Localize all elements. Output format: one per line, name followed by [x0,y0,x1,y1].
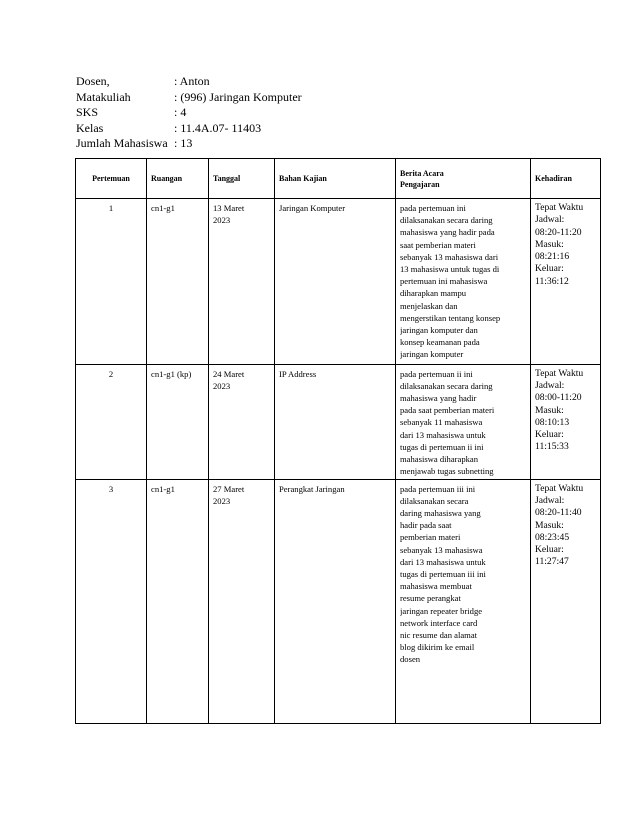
berita-line: jaringan komputer [400,349,464,360]
berita-line: mahasiswa yang hadir [400,393,477,404]
course-info [76,74,302,152]
info-value: : (996) Jaringan Komputer [174,89,302,104]
kehadiran-line: 08:21:16 [535,251,570,263]
header-berita-line-2: Pengajaran [400,179,440,189]
berita-line: dilaksanakan secara daring [400,215,493,226]
cell-pertemuan: 1 [76,199,147,365]
cell-ruangan: cn1-g1 (kp) [147,364,209,479]
header-berita-line-1: Berita Acara [400,168,444,178]
cell-kehadiran [531,479,601,723]
table-row [76,199,601,365]
info-label: Jumlah Mahasiswa [76,136,168,150]
berita-line: dilaksanakan secara [400,495,469,506]
info-value: : 11.4A.07- 11403 [174,120,262,135]
berita-line: resume perangkat [400,593,461,604]
table-header-row [76,159,601,199]
kehadiran-line: 11:36:12 [535,275,569,287]
cell-bahan-kajian: IP Address [275,364,396,479]
berita-line: diharapkan mampu [400,288,467,299]
info-row-jumlah [76,136,302,152]
kehadiran-line: Jadwal: [535,214,565,226]
berita-line: dari 13 mahasiswa untuk [400,429,486,440]
berita-line: pada pertemuan ini [400,203,466,213]
berita-line: menjawab tugas subnetting [400,466,494,476]
cell-tanggal [209,364,275,479]
info-value: : Anton [174,74,210,88]
berita-line: pada pertemuan ii ini [400,368,473,379]
berita-line: pemberian materi [400,532,461,543]
info-label: SKS [76,105,99,119]
berita-line: mengerstikan tentang konsep [400,312,501,323]
berita-line: dari 13 mahasiswa untuk [400,556,486,567]
berita-line: pada pertemuan iii ini [400,483,476,494]
cell-ruangan: cn1-g1 [147,479,209,723]
info-row-sks [76,105,302,121]
berita-line: mahasiswa diharapkan [400,454,479,465]
berita-line: jaringan komputer dan [400,325,478,336]
cell-berita-acara [396,199,531,365]
berita-line: daring mahasiswa yang [400,508,481,519]
berita-line: pertemuan ini mahasiswa [400,276,488,287]
tanggal-line: 2023 [213,215,231,226]
cell-bahan-kajian: Perangkat Jaringan [275,479,396,723]
header-ruangan: Ruangan [147,159,209,199]
berita-line: saat pemberian materi [400,239,476,250]
cell-ruangan: cn1-g1 [147,199,209,365]
berita-line: konsep keamanan pada [400,337,480,348]
tanggal-line: 2023 [213,380,231,391]
berita-line: dosen [400,654,421,665]
teaching-journal-table [75,158,601,724]
table-row [76,364,601,479]
cell-berita-acara [396,479,531,723]
berita-line: tugas di pertemuan iii ini [400,569,486,580]
header-tanggal: Tanggal [209,159,275,199]
kehadiran-line: Tepat Waktu [535,202,584,213]
kehadiran-line: 11:15:33 [535,441,569,453]
kehadiran-line: Keluar: [535,263,564,275]
cell-tanggal [209,199,275,365]
info-label: Matakuliah [76,89,131,104]
header-kehadiran: Kehadiran [531,159,601,199]
cell-berita-acara [396,364,531,479]
header-bahan-kajian: Bahan Kajian [275,159,396,199]
info-value: : 13 [174,136,193,150]
berita-line: tugas di pertemuan ii ini [400,441,484,452]
berita-line: hadir pada saat [400,520,452,531]
kehadiran-line: Keluar: [535,429,564,441]
cell-bahan-kajian: Jaringan Komputer [275,199,396,365]
info-row-dosen [76,74,302,90]
kehadiran-line: Masuk: [535,519,564,531]
info-label: Dosen, [76,74,110,88]
berita-line: nic resume dan alamat [400,630,478,641]
tanggal-line: 13 Maret [213,203,245,213]
cell-pertemuan: 2 [76,364,147,479]
kehadiran-line: Masuk: [535,238,564,250]
berita-line: sebanyak 13 mahasiswa dari [400,251,499,262]
cell-tanggal [209,479,275,723]
kehadiran-line: 08:20-11:40 [535,507,582,519]
cell-kehadiran [531,364,601,479]
berita-line: menjelaskan dan [400,300,458,311]
kehadiran-line: Jadwal: [535,379,565,391]
table-row [76,479,601,723]
header-berita-acara [396,159,531,199]
header-pertemuan: Pertemuan [76,159,147,199]
berita-line: pada saat pemberian materi [400,405,495,416]
berita-line: sebanyak 13 mahasiswa [400,544,483,555]
berita-line: network interface card [400,617,478,628]
info-row-matakuliah [76,90,302,106]
kehadiran-line: 11:27:47 [535,556,569,568]
kehadiran-line: 08:20-11:20 [535,226,582,238]
kehadiran-line: 08:10:13 [535,416,570,428]
kehadiran-line: 08:00-11:20 [535,392,582,404]
kehadiran-line: Masuk: [535,404,564,416]
cell-pertemuan: 3 [76,479,147,723]
kehadiran-line: 08:23:45 [535,531,570,543]
kehadiran-line: Keluar: [535,544,564,556]
berita-line: mahasiswa yang hadir pada [400,227,495,238]
tanggal-line: 24 Maret [213,368,245,379]
berita-line: blog dikirim ke email [400,642,475,653]
kehadiran-line: Tepat Waktu [535,367,584,379]
berita-line: 13 mahasiswa untuk tugas di [400,264,500,275]
berita-line: sebanyak 11 mahasiswa [400,417,483,428]
cell-kehadiran [531,199,601,365]
tanggal-line: 2023 [213,495,231,506]
berita-line: dilaksanakan secara daring [400,380,493,391]
kehadiran-line: Jadwal: [535,494,565,506]
info-value: : 4 [174,105,187,119]
berita-line: jaringan repeater bridge [400,605,483,616]
kehadiran-line: Tepat Waktu [535,482,584,494]
tanggal-line: 27 Maret [213,483,245,494]
info-label: Kelas [76,120,104,135]
info-row-kelas [76,121,302,137]
berita-line: mahasiswa membuat [400,581,472,592]
